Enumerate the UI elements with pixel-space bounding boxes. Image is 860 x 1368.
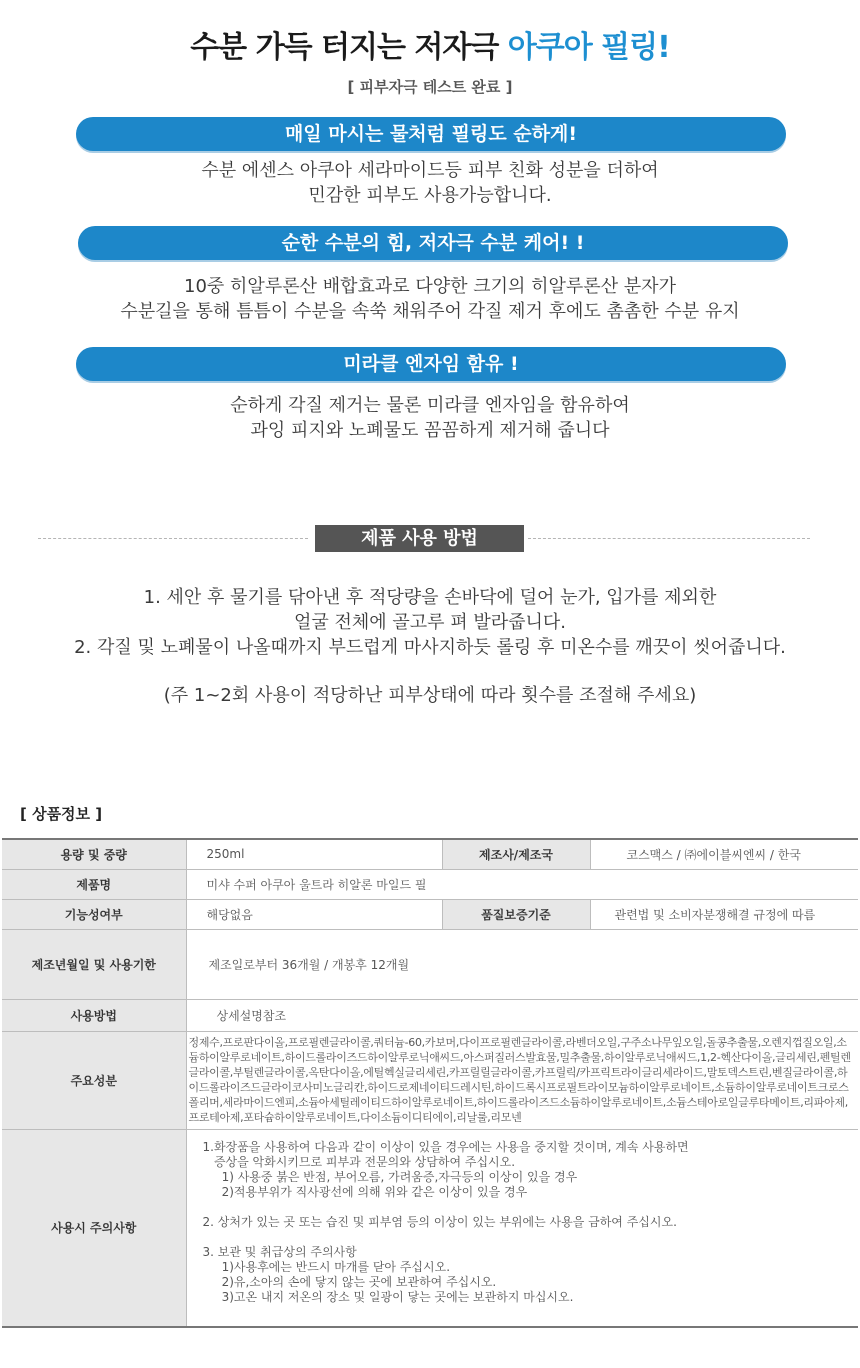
product-name-value: 미샤 수퍼 아쿠아 울트라 히알론 마일드 필 (186, 869, 858, 899)
divider-left (38, 538, 308, 539)
feature-heading-1: 매일 마시는 물처럼 필링도 순하게! (76, 117, 786, 151)
feature-desc-line: 10중 히알루론산 배합효과로 다양한 크기의 히알루론산 분자가 (184, 276, 676, 297)
divider-right (528, 538, 810, 539)
caution-line: 3. 보관 및 취급상의 주의사항 (202, 1244, 357, 1259)
product-info-heading: [ 상품정보 ] (20, 805, 103, 823)
warranty-label: 품질보증기준 (442, 899, 590, 929)
caution-label: 사용시 주의사항 (2, 1129, 186, 1327)
page-title (0, 22, 860, 66)
caution-line: 1) 사용중 붉은 반점, 부어오름, 가려움증,자극등의 이상이 있을 경우 (202, 1169, 578, 1184)
caution-line: 3)고온 내지 저온의 장소 및 일광이 닿는 곳에는 보관하지 마십시오. (202, 1289, 574, 1304)
table-row (2, 1031, 858, 1129)
usage-line: 1. 세안 후 물기를 닦아낸 후 적당량을 손바닥에 덜어 눈가, 입가를 제외한 (143, 587, 717, 608)
caution-line: 1)사용후에는 반드시 마개를 닫아 주십시오. (202, 1259, 451, 1274)
table-row (2, 929, 858, 999)
volume-value: 250ml (186, 839, 442, 869)
volume-label: 용량 및 중량 (2, 839, 186, 869)
feature-desc-line: 수분 에센스 아쿠아 세라마이드등 피부 친화 성분을 더하여 (201, 160, 659, 181)
table-row (2, 869, 858, 899)
table-row (2, 999, 858, 1031)
title-main: 수분 가득 터지는 저자극 (190, 30, 508, 65)
title-accent: 아쿠아 필링! (507, 30, 670, 65)
caution-line: 2. 상처가 있는 곳 또는 습진 및 피부염 등의 이상이 있는 부위에는 사용을 금하여 주십시오. (202, 1214, 677, 1229)
table-row (2, 899, 858, 929)
feature-heading-2: 순한 수분의 힘, 저자극 수분 케어! ! (78, 226, 788, 260)
feature-desc-2 (0, 274, 860, 324)
ingredients-label: 주요성분 (2, 1031, 186, 1129)
feature-desc-3 (0, 393, 860, 443)
expiry-label: 제조년월일 및 사용기한 (2, 929, 186, 999)
usage-line: 2. 각질 및 노폐물이 나올때까지 부드럽게 마사지하듯 롤링 후 미온수를 깨끗이 씻어줍니다. (74, 637, 786, 658)
feature-desc-line: 수분길을 통해 틈틈이 수분을 속쑥 채워주어 각질 제거 후에도 촘촘한 수분 유지 (120, 301, 740, 322)
table-row (2, 1129, 858, 1327)
method-value: 상세설명참조 (186, 999, 858, 1031)
product-name-label: 제품명 (2, 869, 186, 899)
maker-value: 코스맥스 / ㈜에이블씨엔씨 / 한국 (590, 839, 858, 869)
caution-cell (186, 1129, 858, 1327)
expiry-value: 제조일로부터 36개월 / 개봉후 12개월 (186, 929, 858, 999)
feature-desc-1 (0, 158, 860, 208)
product-info-table (2, 838, 858, 1328)
test-complete-tag: [ 피부자극 테스트 완료 ] (347, 78, 513, 96)
caution-line: 2)유,소아의 손에 닿지 않는 곳에 보관하여 주십시오. (202, 1274, 497, 1289)
table-row (2, 839, 858, 869)
caution-spacer (203, 1200, 859, 1215)
usage-line: 얼굴 전체에 골고루 펴 발라줍니다. (293, 612, 567, 633)
functional-label: 기능성여부 (2, 899, 186, 929)
usage-section-badge: 제품 사용 방법 (315, 525, 524, 552)
ingredients-value: 정제수,프로판다이올,프로필렌글라이콜,쿼터늄-60,카보머,다이프로필렌글라이콜,라벤더오일,구주소나무잎오일,돌콩추출물,오렌지껍질오일,소듐하이알루로네이트,하이드롤라이즈드하이알루로닉애씨드,아스퍼질러스발효물,밀추출물,하이알루로닉애씨드,1,2-헥산다이올,글리세린,펜틸렌글라이콜,부틸렌글라이콜,옥탄다이올,에틸헥실글리세린,카프릴릴글라이콜,카프릴릭/카프릭트라이글리세라이드,말토덱스트린,벤질글라이콜,하이드롤라이즈드글라이코사미노글리칸,하이드로제네이티드레시틴,하이드록시프로필트라이모늄하이알루로네이트,소듐하이알루로네이트크로스폴리머,세라마이드엔피,소듐아세틸레이티드하이알루로네이트,하이드롤라이즈드소듐하이알루로네이트,소듐스테아로일글루타메이트,리파아제,프로테아제,포타슘하이알루로네이트,다이소듐이디티에이,리날룰,리모넨 (186, 1031, 858, 1129)
caution-line: 1.화장품을 사용하여 다음과 같이 이상이 있을 경우에는 사용을 중지할 것이며, 계속 사용하면 (202, 1139, 689, 1154)
caution-line: 증상을 악화시키므로 피부과 전문의와 상담하여 주십시오. (202, 1154, 516, 1169)
feature-heading-3: 미라클 엔자임 함유 ! (76, 347, 786, 381)
functional-value: 해당없음 (186, 899, 442, 929)
warranty-value: 관련법 및 소비자분쟁해결 규정에 따름 (590, 899, 858, 929)
feature-desc-line: 민감한 피부도 사용가능합니다. (308, 185, 552, 206)
caution-spacer (203, 1230, 859, 1245)
feature-desc-line: 순하게 각질 제거는 물론 미라클 엔자임을 함유하여 (230, 395, 630, 416)
caution-line: 2)적용부위가 직사광선에 의해 위와 같은 이상이 있을 경우 (202, 1184, 528, 1199)
caution-text (187, 1130, 859, 1305)
usage-instructions (0, 585, 860, 660)
feature-desc-line: 과잉 피지와 노폐물도 꼼꼼하게 제거해 줍니다 (250, 420, 610, 441)
method-label: 사용방법 (2, 999, 186, 1031)
maker-label: 제조사/제조국 (442, 839, 590, 869)
usage-note: (주 1~2회 사용이 적당하난 피부상태에 따라 횟수를 조절해 주세요) (163, 685, 697, 706)
